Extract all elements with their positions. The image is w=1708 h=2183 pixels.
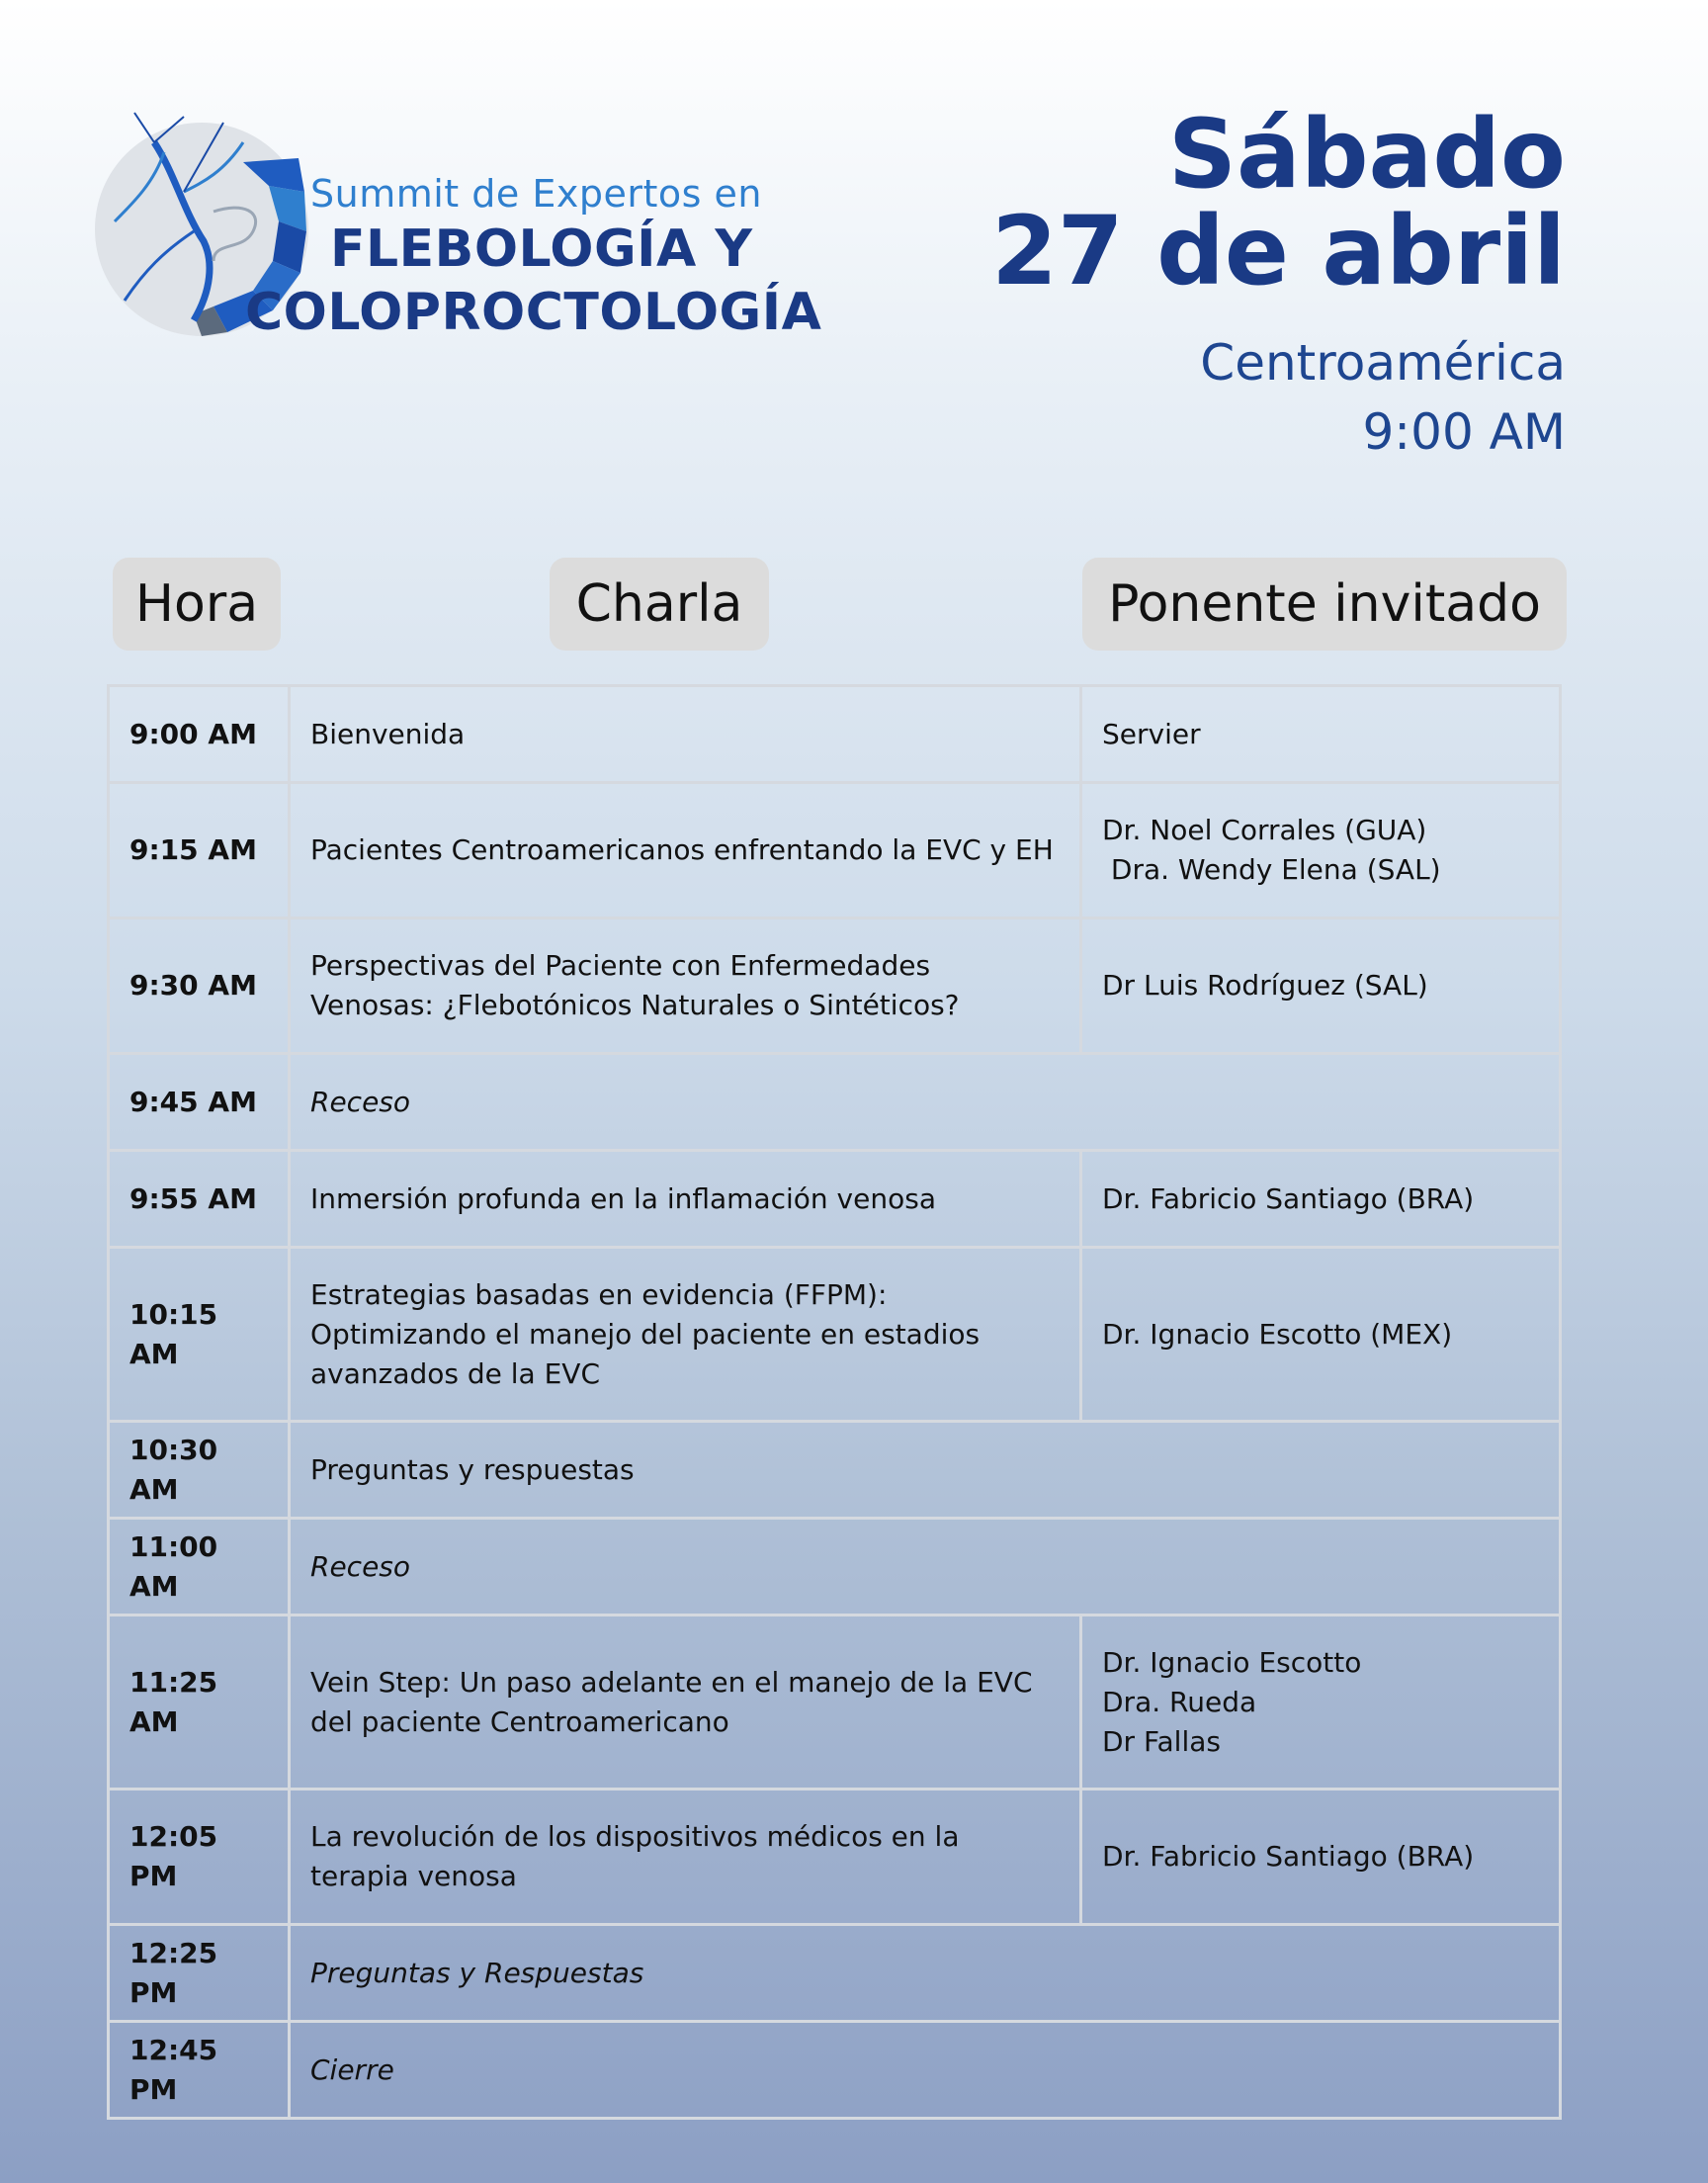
row-speakers — [1081, 1248, 1561, 1422]
row-speakers — [1081, 918, 1561, 1054]
table-row — [109, 1519, 1561, 1615]
row-time: 11:25 AM — [109, 1615, 290, 1790]
row-talk: Inmersión profunda en la inflamación venosa — [290, 1151, 1081, 1248]
row-speakers — [1081, 1151, 1561, 1248]
speaker: Servier — [1102, 717, 1201, 750]
row-time: 11:00 AM — [109, 1519, 290, 1615]
table-row — [109, 1790, 1561, 1925]
table-row — [109, 2022, 1561, 2119]
table-row — [109, 1054, 1561, 1151]
speaker: Dr. Ignacio Escotto — [1102, 1645, 1362, 1679]
event-date-block — [991, 99, 1566, 467]
row-time: 9:15 AM — [109, 783, 290, 918]
row-talk: Preguntas y Respuestas — [290, 1925, 1561, 2022]
table-row — [109, 783, 1561, 918]
speaker: Dr. Fabricio Santiago (BRA) — [1102, 1181, 1475, 1215]
row-speakers — [1081, 686, 1561, 783]
row-time: 12:25 PM — [109, 1925, 290, 2022]
row-speakers — [1081, 783, 1561, 918]
schedule-table — [107, 684, 1562, 2120]
event-time: 9:00 AM — [1362, 403, 1566, 461]
table-row — [109, 1615, 1561, 1790]
row-talk: Estrategias basadas en evidencia (FFPM): Optimizando el manejo del paciente en estadios avanzados de la EVC — [290, 1248, 1081, 1422]
table-row — [109, 918, 1561, 1054]
speaker: Dr Fallas — [1102, 1724, 1221, 1758]
speaker: Dr. Ignacio Escotto (MEX) — [1102, 1317, 1453, 1351]
table-row — [109, 1151, 1561, 1248]
row-time: 9:30 AM — [109, 918, 290, 1054]
row-time: 9:45 AM — [109, 1054, 290, 1151]
header-hora: Hora — [113, 558, 281, 651]
row-time: 10:15 AM — [109, 1248, 290, 1422]
row-talk: Receso — [290, 1054, 1561, 1151]
row-talk: Pacientes Centroamericanos enfrentando la EVC y EH — [290, 783, 1081, 918]
table-row — [109, 1422, 1561, 1519]
speaker: Dra. Rueda — [1102, 1685, 1257, 1718]
event-region: Centroamérica — [1200, 334, 1566, 392]
row-time: 10:30 AM — [109, 1422, 290, 1519]
row-talk: Cierre — [290, 2022, 1561, 2119]
logo-line-3: COLOPROCTOLOGÍA — [245, 283, 822, 342]
header-ponente: Ponente invitado — [1082, 558, 1567, 651]
row-talk: Preguntas y respuestas — [290, 1422, 1561, 1519]
speaker: Dr. Noel Corrales (GUA) — [1102, 814, 1427, 846]
speaker: Dr. Fabricio Santiago (BRA) — [1102, 1840, 1475, 1873]
table-row — [109, 686, 1561, 783]
row-time: 9:55 AM — [109, 1151, 290, 1248]
speaker: Dra. Wendy Elena (SAL) — [1102, 853, 1441, 886]
header-charla: Charla — [550, 558, 769, 651]
row-time: 12:05 PM — [109, 1790, 290, 1925]
row-talk: Perspectivas del Paciente con Enfermedades Venosas: ¿Flebotónicos Naturales o Sintéticos? — [290, 918, 1081, 1054]
row-speakers — [1081, 1615, 1561, 1790]
row-talk: Vein Step: Un paso adelante en el manejo de la EVC del paciente Centroamericano — [290, 1615, 1081, 1790]
table-row — [109, 1248, 1561, 1422]
event-date: 27 de abril — [991, 196, 1566, 306]
table-row — [109, 1925, 1561, 2022]
logo-line-2: FLEBOLOGÍA Y — [330, 219, 753, 279]
row-talk: La revolución de los dispositivos médicos en la terapia venosa — [290, 1790, 1081, 1925]
logo-line-1: Summit de Expertos en — [310, 172, 762, 216]
speaker: Dr Luis Rodríguez (SAL) — [1102, 969, 1428, 1002]
row-time: 9:00 AM — [109, 686, 290, 783]
row-talk: Bienvenida — [290, 686, 1081, 783]
row-time: 12:45 PM — [109, 2022, 290, 2119]
summit-logo — [95, 103, 826, 340]
row-speakers — [1081, 1790, 1561, 1925]
row-talk: Receso — [290, 1519, 1561, 1615]
event-day: Sábado — [1167, 99, 1566, 210]
